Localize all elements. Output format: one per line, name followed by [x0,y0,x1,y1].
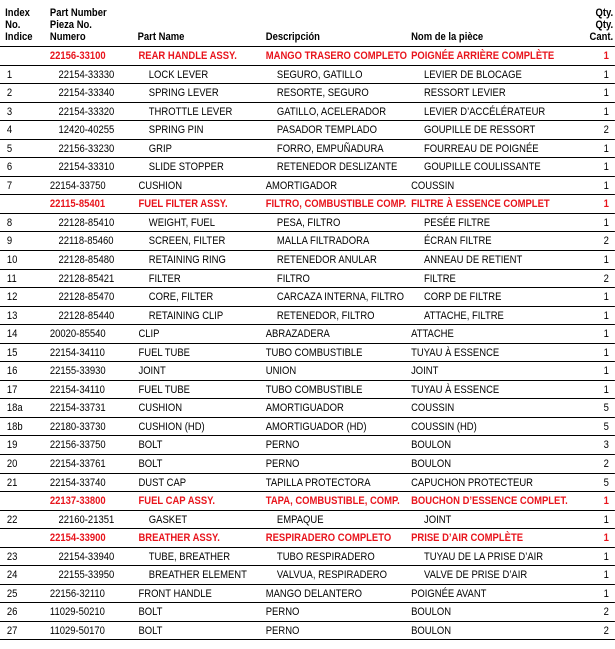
descripcion-cell: FILTRO, COMBUSTIBLE COMP. [265,198,407,211]
index-cell: 11 [6,272,17,285]
part-name-cell: SLIDE STOPPER [148,161,224,174]
descripcion-cell: FILTRO [276,272,310,285]
part-name-cell: FUEL CAP ASSY. [138,495,216,508]
descripcion-cell: MANGO TRASERO COMPLETO [265,50,407,62]
table-row [0,324,615,343]
part-number-cell: 22155-33950 [58,569,115,582]
qty-cell: 5 [603,476,609,489]
table-row [0,547,615,566]
part-name-cell: RETAINING CLIP [148,309,224,322]
part-name-cell: TUBE, BREATHER [148,550,231,563]
nom-cell: POIGNÉE AVANT [411,587,487,600]
assembly-row [0,46,615,65]
qty-cell: 1 [603,68,609,81]
nom-cell: LEVIER D’ACCÉLÉRATEUR [423,105,546,118]
descripcion-cell: ABRAZADERA [265,328,330,341]
descripcion-cell: AMORTIGUADOR (HD) [265,420,367,433]
part-number-cell: 22155-33930 [49,365,106,378]
table-row [0,343,615,362]
table-row [0,120,615,139]
nom-cell: TUYAU DE LA PRISE D’AIR [423,550,544,563]
table-row [0,417,615,436]
qty-cell: 1 [603,532,609,545]
part-name-cell: GASKET [148,513,188,526]
part-number-cell: 20020-85540 [49,328,106,341]
descripcion-cell: EMPAQUE [276,513,324,526]
index-cell: 19 [6,439,18,452]
part-name-cell: REAR HANDLE ASSY. [138,50,237,62]
part-name-cell: BOLT [138,439,163,452]
table-row [0,157,615,176]
assembly-row [0,194,615,213]
descripcion-cell: PERNO [265,458,300,471]
header-part-number: Part Number Pieza No. Numero [49,7,107,43]
part-name-cell: BOLT [138,624,163,637]
nom-cell: COUSSIN (HD) [411,420,477,433]
index-cell: 21 [6,476,18,489]
assembly-row [0,491,615,510]
qty-cell: 2 [603,606,609,619]
descripcion-cell: AMORTIGUADOR [265,402,344,415]
nom-cell: TUYAU À ESSENCE [411,383,500,396]
part-name-cell: JOINT [138,365,166,378]
qty-cell: 1 [603,254,609,267]
index-cell: 24 [6,569,18,582]
part-number-cell: 22160-21351 [58,513,115,526]
nom-cell: BOULON [411,624,452,637]
part-name-cell: CORE, FILTER [148,291,214,304]
part-number-cell: 12420-40255 [58,124,115,137]
qty-cell: 1 [603,383,609,396]
part-number-cell: 22154-33761 [49,458,106,471]
header-qty: Qty. Qty. Cant. [589,7,614,43]
part-number-cell: 22118-85460 [58,235,114,248]
qty-cell: 1 [603,495,609,508]
nom-cell: JOINT [411,365,439,378]
part-number-cell: 22154-33330 [58,68,115,81]
index-cell: 18a [6,402,23,415]
nom-cell: TUYAU À ESSENCE [411,346,500,359]
qty-cell: 2 [603,124,609,137]
index-cell: 4 [6,124,13,137]
qty-cell: 1 [603,550,609,563]
header-part-name: Part Name [137,31,185,43]
part-name-cell: CUSHION [138,179,183,192]
part-name-cell: CLIP [138,328,160,341]
part-number-cell: 22154-33900 [49,532,106,545]
qty-cell: 1 [603,309,609,322]
part-number-cell: 22156-33230 [58,142,115,155]
table-row [0,584,615,603]
qty-cell: 1 [603,142,609,155]
qty-cell: 1 [603,365,609,378]
descripcion-cell: SEGURO, GATILLO [276,68,363,81]
nom-cell: VALVE DE PRISE D’AIR [423,569,528,582]
table-row [0,176,615,195]
nom-cell: COUSSIN [411,179,455,192]
part-number-cell: 22115-85401 [49,198,106,211]
index-cell: 5 [6,142,13,155]
descripcion-cell: PERNO [265,624,300,637]
index-cell: 8 [6,216,13,229]
part-name-cell: DUST CAP [138,476,187,489]
table-row [0,473,615,492]
table-row [0,380,615,399]
nom-cell: JOINT [423,513,452,526]
table-row [0,213,615,232]
part-number-cell: 22128-85410 [58,216,115,229]
nom-cell: LEVIER DE BLOCAGE [423,68,522,81]
descripcion-cell: UNION [265,365,297,378]
header-descripcion: Descripción [265,31,320,43]
table-row [0,306,615,325]
part-name-cell: FUEL FILTER ASSY. [138,198,228,211]
qty-cell: 1 [603,328,609,341]
table-row [0,435,615,454]
index-cell: 3 [6,105,13,118]
nom-cell: BOULON [411,439,452,452]
index-cell: 13 [6,309,18,322]
descripcion-cell: PERNO [265,606,300,619]
qty-cell: 1 [603,587,609,600]
table-row [0,602,615,621]
table-row [0,398,615,417]
table-row [0,269,615,288]
part-name-cell: SCREEN, FILTER [148,235,226,248]
descripcion-cell: TUBO COMBUSTIBLE [265,383,363,396]
part-number-cell: 22154-33320 [58,105,115,118]
descripcion-cell: CARCAZA INTERNA, FILTRO [276,291,404,304]
index-cell: 9 [6,235,13,248]
nom-cell: ATTACHE [411,328,454,341]
descripcion-cell: GATILLO, ACELERADOR [276,105,387,118]
table-row [0,510,615,529]
part-name-cell: CUSHION (HD) [138,420,205,433]
nom-cell: FILTRE À ESSENCE COMPLET [411,198,550,211]
part-number-cell: 22154-34110 [49,346,105,359]
table-row [0,102,615,121]
part-name-cell: BOLT [138,606,163,619]
part-number-cell: 22128-85480 [58,254,115,267]
index-cell: 16 [6,365,18,378]
part-name-cell: BOLT [138,458,163,471]
nom-cell: BOUCHON D’ESSENCE COMPLET. [411,495,568,508]
part-number-cell: 11029-50170 [49,624,105,637]
descripcion-cell: AMORTIGADOR [265,179,338,192]
part-name-cell: WEIGHT, FUEL [148,216,216,229]
index-cell: 25 [6,587,18,600]
part-name-cell: RETAINING RING [148,254,226,267]
descripcion-cell: RETENEDOR, FILTRO [276,309,375,322]
qty-cell: 1 [603,87,609,100]
qty-cell: 1 [603,161,609,174]
index-cell: 12 [6,291,18,304]
table-row [0,454,615,473]
nom-cell: CORP DE FILTRE [423,291,502,304]
part-number-cell: 22154-34110 [49,383,105,396]
qty-cell: 2 [603,458,609,471]
qty-cell: 1 [603,513,609,526]
qty-cell: 2 [603,235,609,248]
part-name-cell: SPRING LEVER [148,87,219,100]
descripcion-cell: TUBO RESPIRADERO [276,550,375,563]
qty-cell: 5 [603,402,609,415]
descripcion-cell: RETENEDOR ANULAR [276,254,377,267]
qty-cell: 1 [603,346,609,359]
qty-cell: 2 [603,272,609,285]
part-name-cell: SPRING PIN [148,124,204,137]
table-row [0,139,615,158]
part-name-cell: BREATHER ELEMENT [148,569,247,582]
nom-cell: PRISE D’AIR COMPLÈTE [411,532,524,545]
descripcion-cell: RESPIRADERO COMPLETO [265,532,392,545]
index-cell: 14 [6,328,18,341]
index-cell: 2 [6,87,13,100]
index-cell: 1 [6,68,13,81]
index-cell: 7 [6,179,13,192]
part-name-cell: FUEL TUBE [138,346,190,359]
descripcion-cell: TUBO COMBUSTIBLE [265,346,363,359]
table-row [0,565,615,584]
part-name-cell: BREATHER ASSY. [138,532,220,545]
nom-cell: CAPUCHON PROTECTEUR [411,476,534,489]
descripcion-cell: PASADOR TEMPLADO [276,124,377,137]
nom-cell: ÉCRAN FILTRE [423,235,492,248]
index-cell: 27 [6,624,18,637]
part-number-cell: 22156-33750 [49,439,106,452]
part-name-cell: GRIP [148,142,172,155]
part-number-cell: 22154-33310 [58,161,115,174]
qty-cell: 5 [603,420,609,433]
nom-cell: COUSSIN [411,402,455,415]
nom-cell: ATTACHE, FILTRE [423,309,504,322]
nom-cell: BOULON [411,458,452,471]
part-name-cell: FILTER [148,272,181,285]
part-number-cell: 22154-33750 [49,179,106,192]
table-row [0,361,615,380]
descripcion-cell: TAPILLA PROTECTORA [265,476,371,489]
table-row [0,83,615,102]
index-cell: 23 [6,550,18,563]
index-cell: 26 [6,606,18,619]
index-cell: 22 [6,513,18,526]
part-number-cell: 22128-85470 [58,291,115,304]
part-name-cell: FRONT HANDLE [138,587,212,600]
index-cell: 18b [6,420,23,433]
part-number-cell: 22180-33730 [49,420,106,433]
descripcion-cell: TAPA, COMBUSTIBLE, COMP. [265,495,400,508]
nom-cell: FOURREAU DE POIGNÉE [423,142,539,155]
descripcion-cell: PERNO [265,439,300,452]
index-cell: 15 [6,346,18,359]
descripcion-cell: MANGO DELANTERO [265,587,362,600]
nom-cell: BOULON [411,606,452,619]
nom-cell: ANNEAU DE RETIENT [423,254,523,267]
nom-cell: PESÉE FILTRE [423,216,491,229]
part-number-cell: 22154-33731 [49,402,106,415]
header-nom-de-la-piece: Nom de la pièce [411,31,484,43]
nom-cell: FILTRE [423,272,456,285]
table-body [0,46,615,640]
part-number-cell: 11029-50210 [49,606,105,619]
part-name-cell: CUSHION [138,402,183,415]
descripcion-cell: RETENEDOR DESLIZANTE [276,161,398,174]
nom-cell: POIGNÉE ARRIÈRE COMPLÈTE [411,50,555,62]
part-number-cell: 22128-85440 [58,309,115,322]
part-number-cell: 22156-33100 [49,50,106,62]
qty-cell: 1 [603,105,609,118]
table-row [0,621,615,640]
descripcion-cell: RESORTE, SEGURO [276,87,369,100]
part-name-cell: FUEL TUBE [138,383,190,396]
table-row [0,250,615,269]
header-index: Index No. Indice [5,7,33,43]
nom-cell: RESSORT LEVIER [423,87,506,100]
part-number-cell: 22156-32110 [49,587,105,600]
part-number-cell: 22154-33340 [58,87,115,100]
part-number-cell: 22154-33740 [49,476,106,489]
qty-cell: 1 [603,50,609,62]
qty-cell: 1 [603,198,609,211]
qty-cell: 1 [603,179,609,192]
descripcion-cell: FORRO, EMPUÑADURA [276,142,384,155]
nom-cell: GOUPILLE COULISSANTE [423,161,541,174]
part-name-cell: THROTTLE LEVER [148,105,233,118]
qty-cell: 1 [603,569,609,582]
descripcion-cell: MALLA FILTRADORA [276,235,370,248]
table-header [0,0,615,46]
table-row [0,231,615,250]
descripcion-cell: PESA, FILTRO [276,216,341,229]
qty-cell: 3 [603,439,609,452]
qty-cell: 1 [603,216,609,229]
part-number-cell: 22154-33940 [58,550,115,563]
table-row [0,287,615,306]
table-row [0,65,615,84]
part-name-cell: LOCK LEVER [148,68,209,81]
descripcion-cell: VALVUA, RESPIRADERO [276,569,387,582]
index-cell: 6 [6,161,13,174]
index-cell: 10 [6,254,18,267]
part-number-cell: 22137-33800 [49,495,106,508]
qty-cell: 1 [603,291,609,304]
part-number-cell: 22128-85421 [58,272,115,285]
assembly-row [0,528,615,547]
index-cell: 20 [6,458,18,471]
nom-cell: GOUPILLE DE RESSORT [423,124,536,137]
qty-cell: 2 [603,624,609,637]
index-cell: 17 [6,383,18,396]
